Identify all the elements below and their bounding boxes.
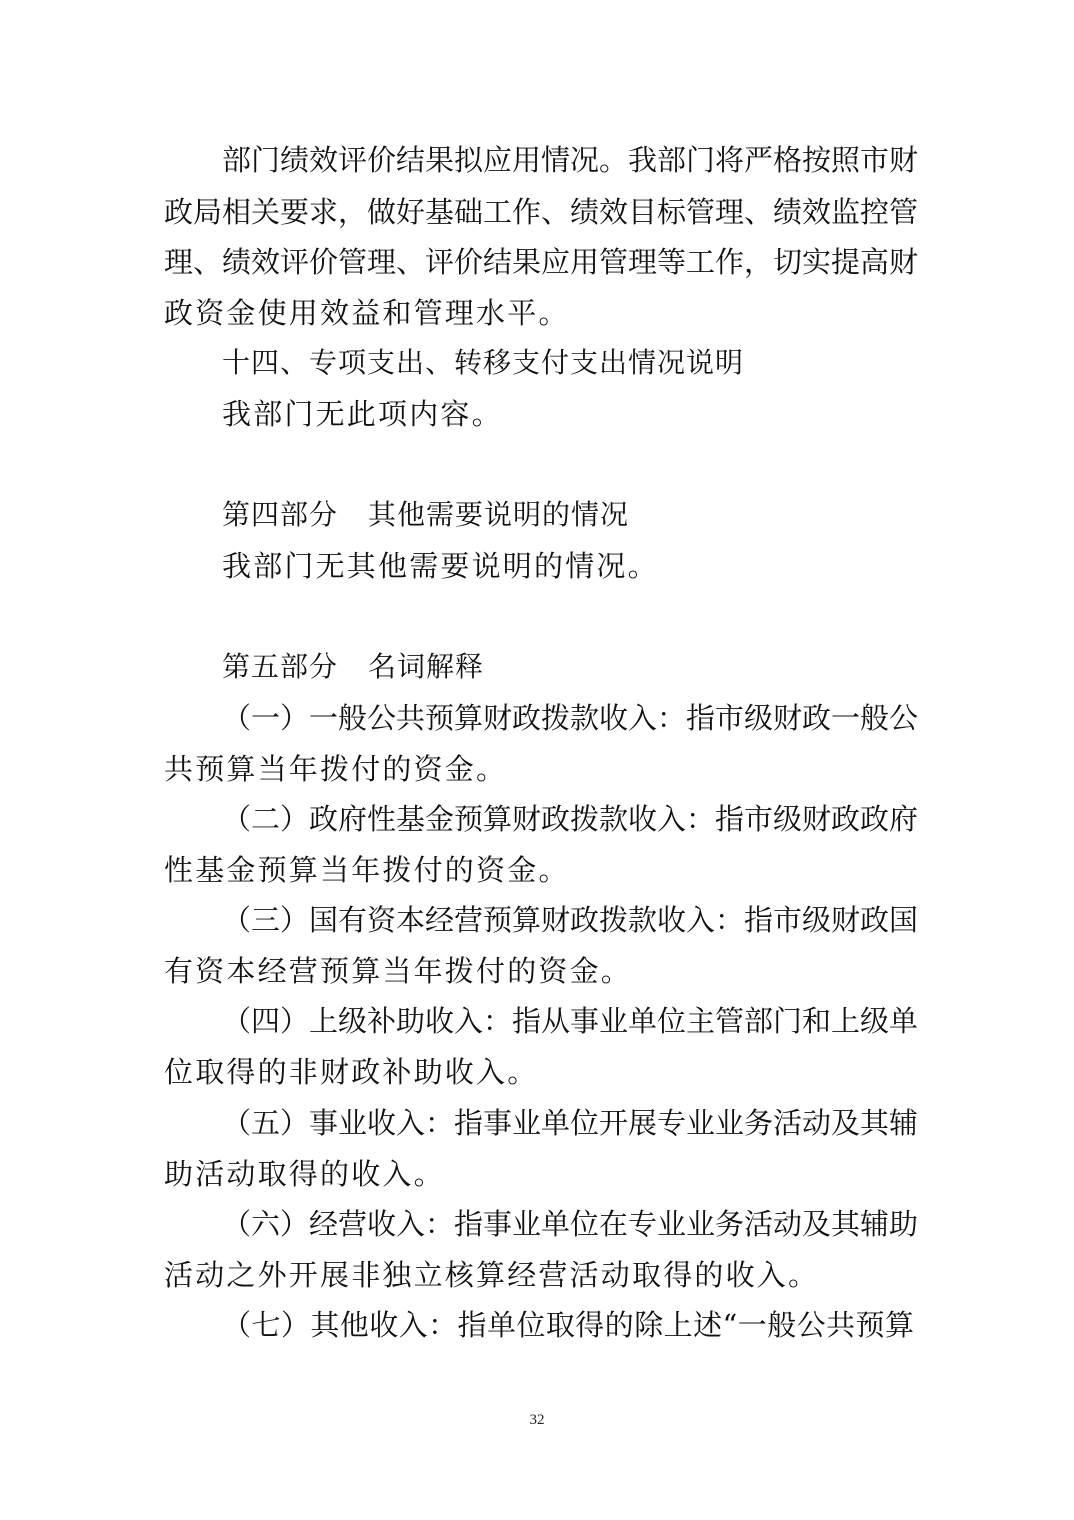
definition-line: （二）政府性基金预算财政拨款收入：指市级财政政府 [222,802,919,836]
paragraph-line: 理、绩效评价管理、评价结果应用管理等工作，切实提高财 [164,245,919,279]
paragraph-line: 部门绩效评价结果拟应用情况。我部门将严格按照市财 [222,143,919,177]
part-label: 第四部分 [222,498,339,531]
definition-line: （三）国有资本经营预算财政拨款收入：指市级财政国 [222,903,919,937]
paragraph-line: 政资金使用效益和管理水平。 [164,296,570,330]
section-heading: 十四、专项支出、转移支付支出情况说明 [222,346,745,379]
definition-line: 助活动取得的收入。 [164,1157,445,1191]
definition-line: 共预算当年拨付的资金。 [164,752,508,786]
definition-line: （五）事业收入：指事业单位开展专业业务活动及其辅 [222,1106,919,1140]
definition-line: （四）上级补助收入：指从事业单位主管部门和上级单 [222,1004,919,1038]
page-number: 32 [529,1412,545,1428]
part-heading [222,647,914,687]
part-title: 其他需要说明的情况 [368,498,630,531]
definition-line: （六）经营收入：指事业单位在专业业务活动及其辅助 [222,1207,919,1241]
definition-line: （七）其他收入：指单位取得的除上述“一般公共预算 [222,1308,914,1342]
part-heading [222,495,914,535]
definition-line: 有资本经营预算当年拨付的资金。 [164,954,633,988]
definition-line: （一）一般公共预算财政拨款收入：指市级财政一般公 [222,701,919,735]
definition-line: 活动之外开展非独立核算经营活动取得的收入。 [164,1258,820,1292]
part-label: 第五部分 [222,650,339,683]
paragraph-line: 政局相关要求，做好基础工作、绩效目标管理、绩效监控管 [164,195,919,229]
definition-line: 位取得的非财政补助收入。 [164,1055,539,1089]
part-title: 名词解释 [368,650,485,683]
paragraph-line: 我部门无其他需要说明的情况。 [222,549,659,583]
definition-line: 性基金预算当年拨付的资金。 [164,853,570,887]
paragraph-line: 我部门无此项内容。 [222,397,503,431]
